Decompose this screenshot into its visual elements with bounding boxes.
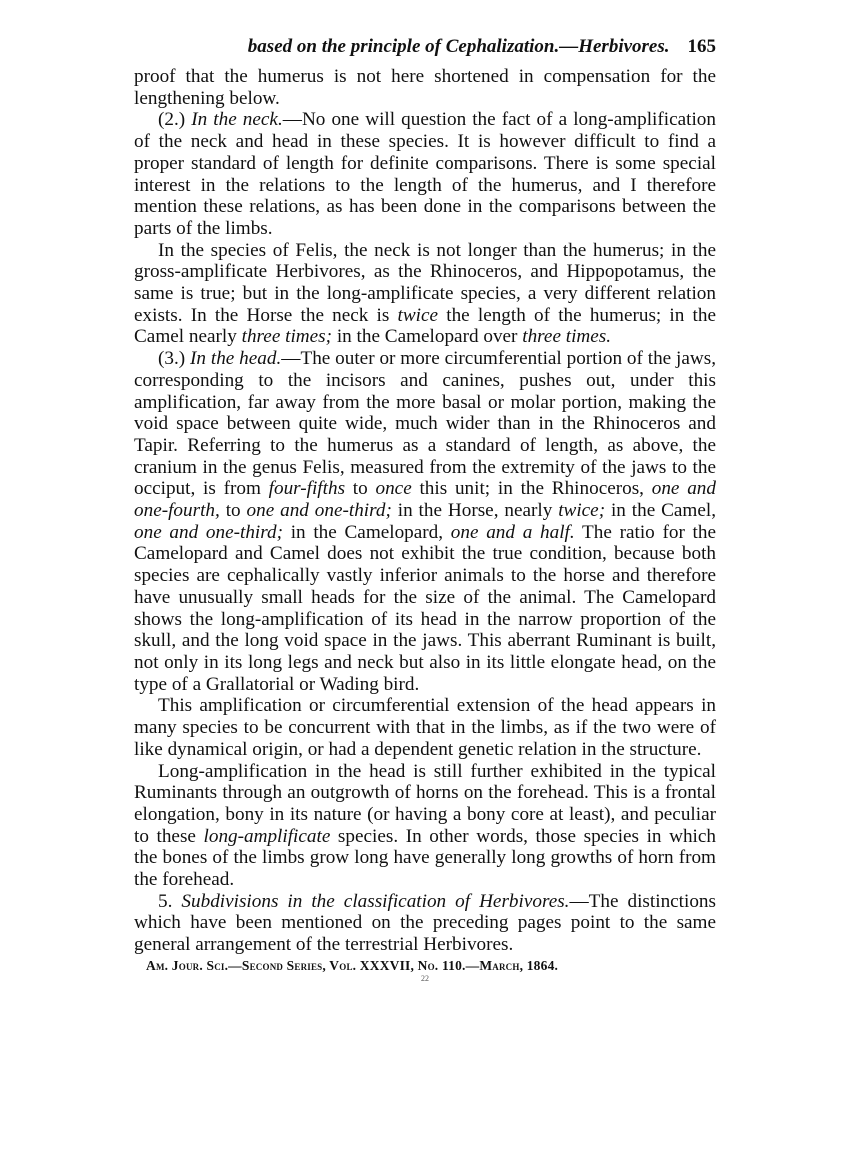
section-heading: In the neck. [191,109,283,131]
italic-run: long-amplificate [203,825,331,847]
running-header [134,36,716,66]
paragraph-2 [134,109,716,239]
text-run: In the species of Felis, the neck is not longer than the humerus; in the gross-amplificate Herbivores, as the Rhinoceros, and Hippopotamus, the same is true; but in the long-amplificate species, a very different relation exists. In the Horse the neck is [134,239,716,326]
paragraph-4 [134,348,716,695]
text-run: Long-amplification in the head is still further exhibited in the typical Ruminants through an outgrowth of horns on the forehead. This is a frontal elongation, bony in its nature (or having a bony core at least), and peculiar to these [134,760,716,847]
paragraph-1: proof that the humerus is not here shortened in compensation for the lengthening below. [134,66,716,109]
italic-run: one and one-third; [246,500,392,522]
text-run: the length of the humerus; in the Camel nearly [134,304,716,348]
section-number: (2.) [158,109,192,131]
running-title: based on the principle of Cephalization.—Herbivores. [247,36,670,57]
section-heading: In the head. [190,348,282,370]
body-text [134,66,716,956]
text-run: to [219,500,247,522]
italic-run: twice [397,304,439,326]
italic-run: one and a half. [450,521,575,543]
journal-citation: Am. Jour. Sci.—Second Series, Vol. XXXVII, No. 110.—March, 1864. [146,957,559,973]
text-run: —The outer or more circumferential portion of the jaws, corresponding to the incisors and canines, pushes out, under this amplification, far away from the more basal or molar portion, making the void space between quite wide, much wider than in the Rhinoceros and Tapir. Referring to the humerus as a standard of length, as above, the cranium in the genus Felis, measured from the extremity of the jaws to the occiput, is from [134,348,716,500]
text-run: to [345,478,376,500]
page [134,36,716,984]
paragraph-3 [134,240,716,349]
signature-mark: 22 [421,973,429,983]
italic-run: once [375,478,412,500]
page-number: 165 [687,36,716,57]
italic-run: three times. [522,326,612,348]
italic-run: twice; [558,500,606,522]
text-run: this unit; in the Rhinoceros, [411,478,652,500]
section-number: (3.) [158,348,191,370]
paragraph-text: —The distinctions which have been mentioned on the preceding pages point to the same general arrangement of the terrestrial Herbivores. [134,890,716,956]
text-run: in the Camel, [605,500,716,522]
paragraph-6 [134,761,716,891]
text-run: in the Camelopard over [332,326,523,348]
paragraph-text: —No one will question the fact of a long-amplification of the neck and head in these species. It is however difficult to find a proper standard of length for definite comparisons. There is some special interest in the relations to the length of the humerus, and I therefore mention these relations, as has been done in the comparisons between the parts of the limbs. [134,109,716,239]
italic-run: four-fifths [268,478,346,500]
text-run: The ratio for the Camelopard and Camel does not exhibit the true condition, because both species are cephalically vastly inferior animals to the horse and therefore have unusually small heads for the size of the animal. The Camelopard shows the long-amplification of its head in the narrow proportion of the skull, and the long void space in the jaws. This aberrant Ruminant is built, not only in its long legs and neck but also in its little elongate head, on the type of a Grallatorial or Wading bird. [134,521,716,695]
text-run: species. In other words, those species in which the bones of the limbs grow long have generally long growths of horn from the forehead. [134,825,716,891]
section-number: 5. [158,890,182,912]
section-heading: Subdivisions in the classification of Herbivores. [181,890,570,912]
italic-run: one and one-fourth, [134,478,716,522]
italic-run: three times; [241,326,333,348]
text-run: in the Camelopard, [283,521,451,543]
paragraph-7 [134,891,716,956]
italic-run: one and one-third; [134,521,283,543]
text-run: in the Horse, nearly [391,500,559,522]
paragraph-5: This amplification or circumferential extension of the head appears in many species to be concurrent with that in the limbs, as if the two were of like dynamical origin, or had a dependent genetic relation in the structure. [134,695,716,760]
